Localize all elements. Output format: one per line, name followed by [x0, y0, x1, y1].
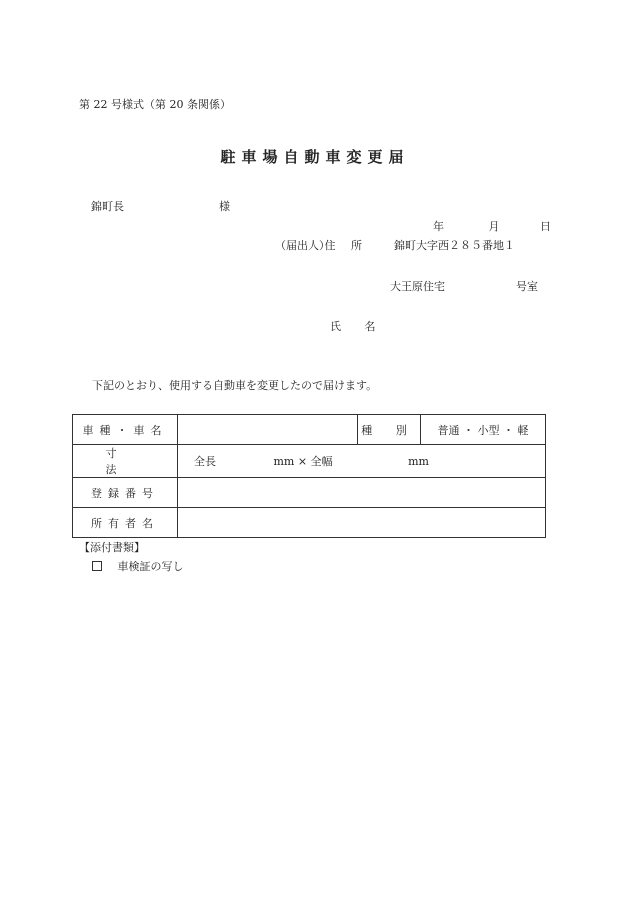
name-label: 氏 名 — [330, 320, 386, 333]
vehicle-type-name-field[interactable] — [178, 415, 358, 445]
addressee-name: 錦町長 — [91, 200, 124, 213]
addressee — [91, 198, 230, 214]
table-row — [73, 445, 546, 478]
vehicle-type-name-label: 車種・車名 — [73, 415, 178, 445]
checkbox-icon[interactable] — [92, 561, 102, 571]
form-number: 第 22 号様式（第 20 条関係） — [79, 98, 231, 111]
dimensions-field[interactable] — [178, 445, 546, 478]
document-title: 駐車場自動車変更届 — [220, 148, 410, 166]
applicant-role-label: （届出人） — [275, 239, 330, 252]
dimensions-label: 寸 法 — [73, 445, 178, 478]
building-line — [390, 278, 538, 294]
registration-number-field[interactable] — [178, 478, 546, 508]
address-value: 錦町大字西２８５番地１ — [394, 239, 515, 252]
category-options[interactable]: 普通 ・ 小型 ・ 軽 — [421, 415, 546, 445]
table-row — [73, 478, 546, 508]
statement-text: 下記のとおり、使用する自動車を変更したので届けます。 — [92, 379, 378, 392]
address-label: 住 所 — [324, 239, 368, 252]
table-row — [73, 415, 546, 445]
attachments-title: 【添付書類】 — [79, 541, 145, 554]
date-line — [433, 218, 551, 234]
date-day: 日 — [540, 220, 551, 233]
table-row — [73, 508, 546, 538]
width-label: 全幅 — [310, 455, 333, 468]
attachment-label: 車検証の写し — [117, 560, 184, 573]
building-name: 大王原住宅 — [390, 280, 445, 293]
vehicle-details-table — [72, 414, 546, 538]
category-label: 種 別 — [358, 415, 421, 445]
width-unit: mm — [408, 455, 429, 468]
owner-name-label: 所有者名 — [73, 508, 178, 538]
length-unit: mm × — [273, 455, 308, 468]
addressee-honorific: 様 — [219, 200, 230, 213]
date-month: 月 — [488, 220, 500, 233]
applicant-address-line — [275, 237, 515, 253]
length-label: 全長 — [194, 455, 216, 468]
date-year: 年 — [433, 220, 444, 233]
registration-number-label: 登録番号 — [73, 478, 178, 508]
room-label: 号室 — [516, 280, 538, 293]
owner-name-field[interactable] — [178, 508, 546, 538]
attachment-item[interactable] — [92, 558, 184, 574]
